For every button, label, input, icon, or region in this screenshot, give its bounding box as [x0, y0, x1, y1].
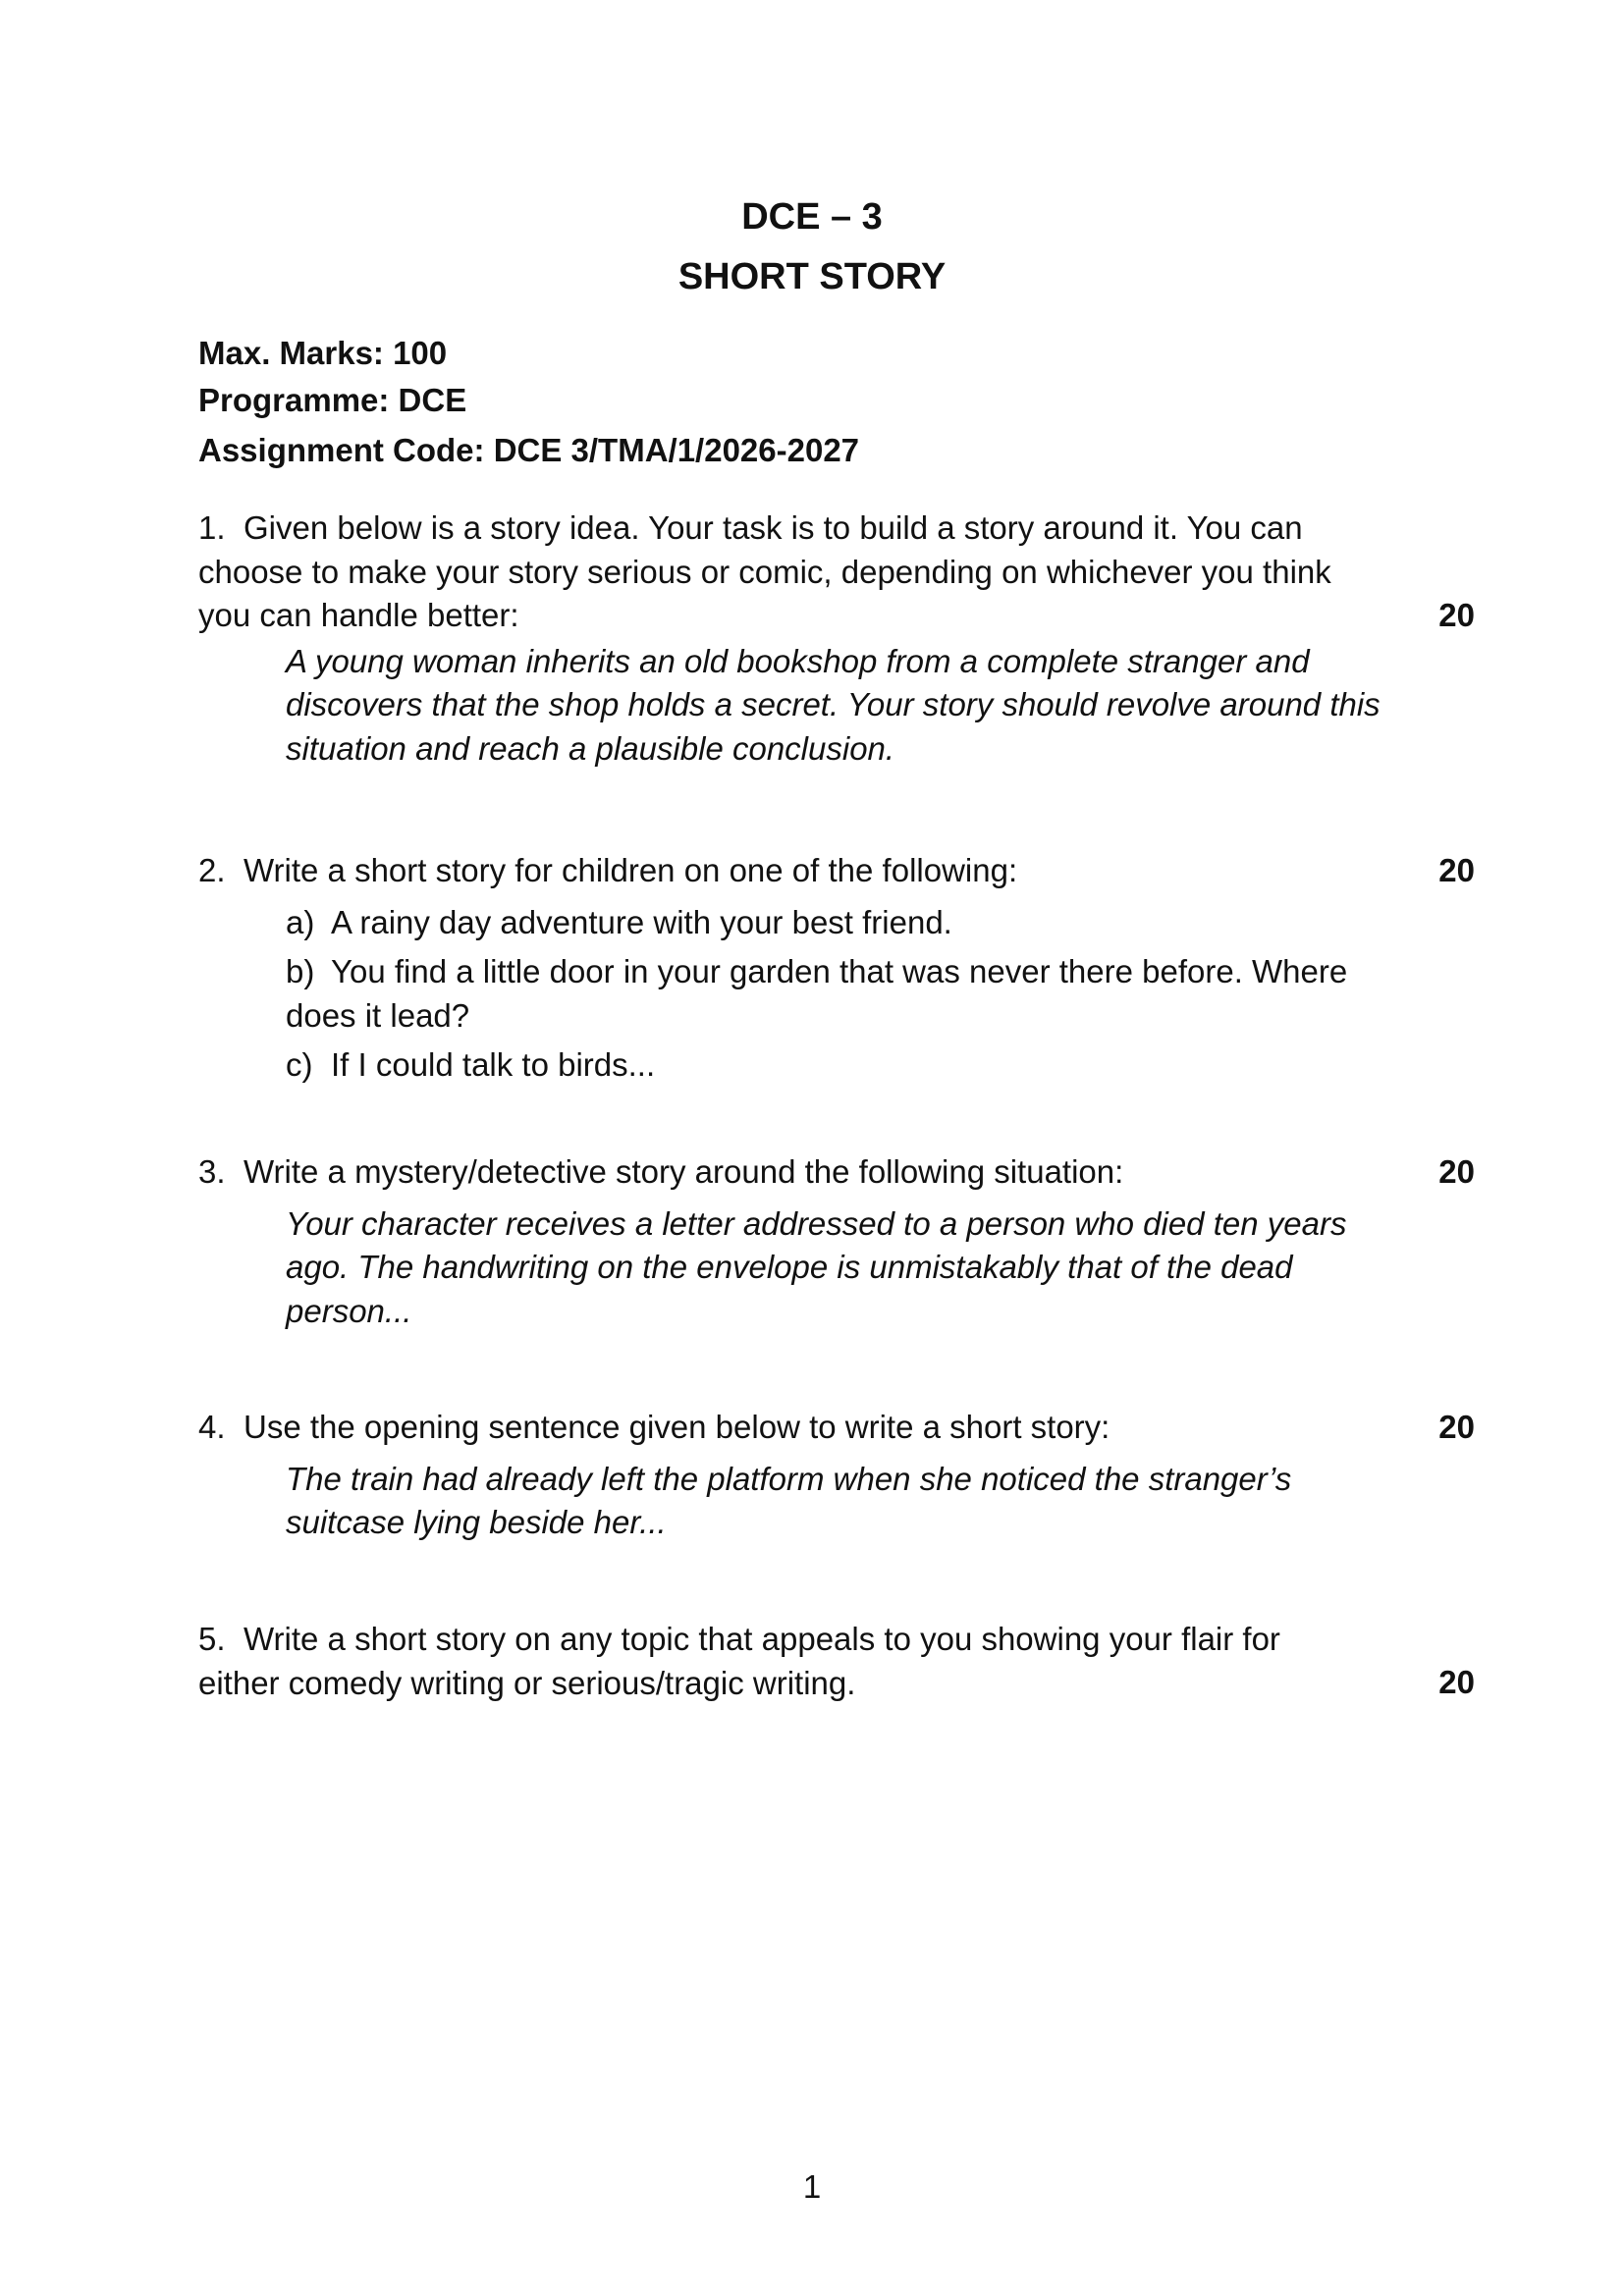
question-2-number: 2. — [198, 852, 226, 888]
page-title: SHORT STORY — [677, 256, 947, 297]
question-2-stem — [198, 849, 1416, 893]
question-3-prompt-line-3: person... — [286, 1292, 412, 1329]
question-2-option-b — [286, 950, 1415, 1038]
question-1-prompt-line-2: discovers that the shop holds a secret. Your story should revolve around this — [286, 686, 1380, 722]
question-3 — [198, 1150, 1475, 1333]
option-a-text: A rainy day adventure with your best friend. — [331, 903, 952, 940]
question-5-marks: 20 — [1438, 1664, 1475, 1700]
question-3-prompt-line-1: Your character receives a letter addressed to a person who died ten years — [286, 1204, 1347, 1242]
question-4-prompt-line-2: suitcase lying beside her... — [286, 1504, 667, 1540]
question-3-marks: 20 — [1438, 1153, 1475, 1190]
course-code: DCE – 3 — [741, 196, 883, 238]
question-4-prompt-line-1: The train had already left the platform when she noticed the stranger’s — [286, 1460, 1292, 1497]
question-4-stem — [198, 1406, 1416, 1450]
question-4-marks: 20 — [1438, 1409, 1475, 1445]
option-b-line-1 — [286, 950, 1415, 994]
assignment-code: Assignment Code: DCE 3/TMA/1/2026-2027 — [198, 432, 860, 468]
question-2-option-a — [286, 901, 1415, 945]
question-3-stem — [198, 1150, 1416, 1195]
question-2-stem-text: Write a short story for children on one of the following: — [244, 852, 1018, 888]
programme: Programme: DCE — [198, 382, 467, 418]
option-c-label: c) — [286, 1046, 313, 1083]
question-3-number: 3. — [198, 1153, 226, 1190]
question-1-prompt-line-3: situation and reach a plausible conclusion. — [286, 729, 895, 767]
question-1-prompt — [286, 640, 1415, 772]
question-4-prompt — [286, 1458, 1415, 1545]
question-1-stem-line-1 — [198, 507, 1416, 551]
option-b-line-2: does it lead? — [286, 996, 470, 1034]
page-number: 1 — [802, 2168, 822, 2205]
question-4 — [198, 1406, 1475, 1545]
question-1-marks: 20 — [1438, 597, 1475, 633]
question-1-stem-line-3: you can handle better: — [198, 597, 519, 633]
question-1-prompt-line-1: A young woman inherits an old bookshop from a complete stranger and — [286, 642, 1310, 679]
question-3-prompt-line-2: ago. The handwriting on the envelope is unmistakably that of the dead — [286, 1249, 1293, 1285]
question-5-number: 5. — [198, 1621, 226, 1657]
question-4-number: 4. — [198, 1409, 226, 1445]
question-5-stem — [198, 1618, 1416, 1705]
question-1-stem — [198, 507, 1416, 638]
question-2-marks: 20 — [1438, 852, 1475, 888]
question-1-stem-text-1: Given below is a story idea. Your task is to build a story around it. You can — [244, 509, 1303, 546]
question-2-option-c — [286, 1043, 1415, 1088]
question-3-prompt — [286, 1202, 1415, 1334]
question-5-stem-line-1 — [198, 1618, 1416, 1662]
option-b-text-1: You find a little door in your garden that was never there before. Where — [331, 953, 1348, 989]
option-b-label: b) — [286, 953, 315, 989]
question-5-stem-text-1: Write a short story on any topic that appeals to you showing your flair for — [244, 1621, 1280, 1657]
max-marks: Max. Marks: 100 — [198, 335, 448, 371]
question-1 — [198, 507, 1475, 771]
question-2 — [198, 849, 1475, 1088]
option-a-label: a) — [286, 903, 315, 940]
question-5-stem-line-2: either comedy writing or serious/tragic writing. — [198, 1664, 856, 1701]
option-c-text: If I could talk to birds... — [331, 1046, 656, 1083]
question-1-stem-line-2: choose to make your story serious or comic, depending on whichever you think — [198, 553, 1331, 590]
question-1-number: 1. — [198, 509, 226, 546]
question-5 — [198, 1618, 1475, 1705]
question-3-stem-text: Write a mystery/detective story around the following situation: — [244, 1153, 1124, 1190]
question-4-stem-text: Use the opening sentence given below to write a short story: — [244, 1409, 1110, 1445]
